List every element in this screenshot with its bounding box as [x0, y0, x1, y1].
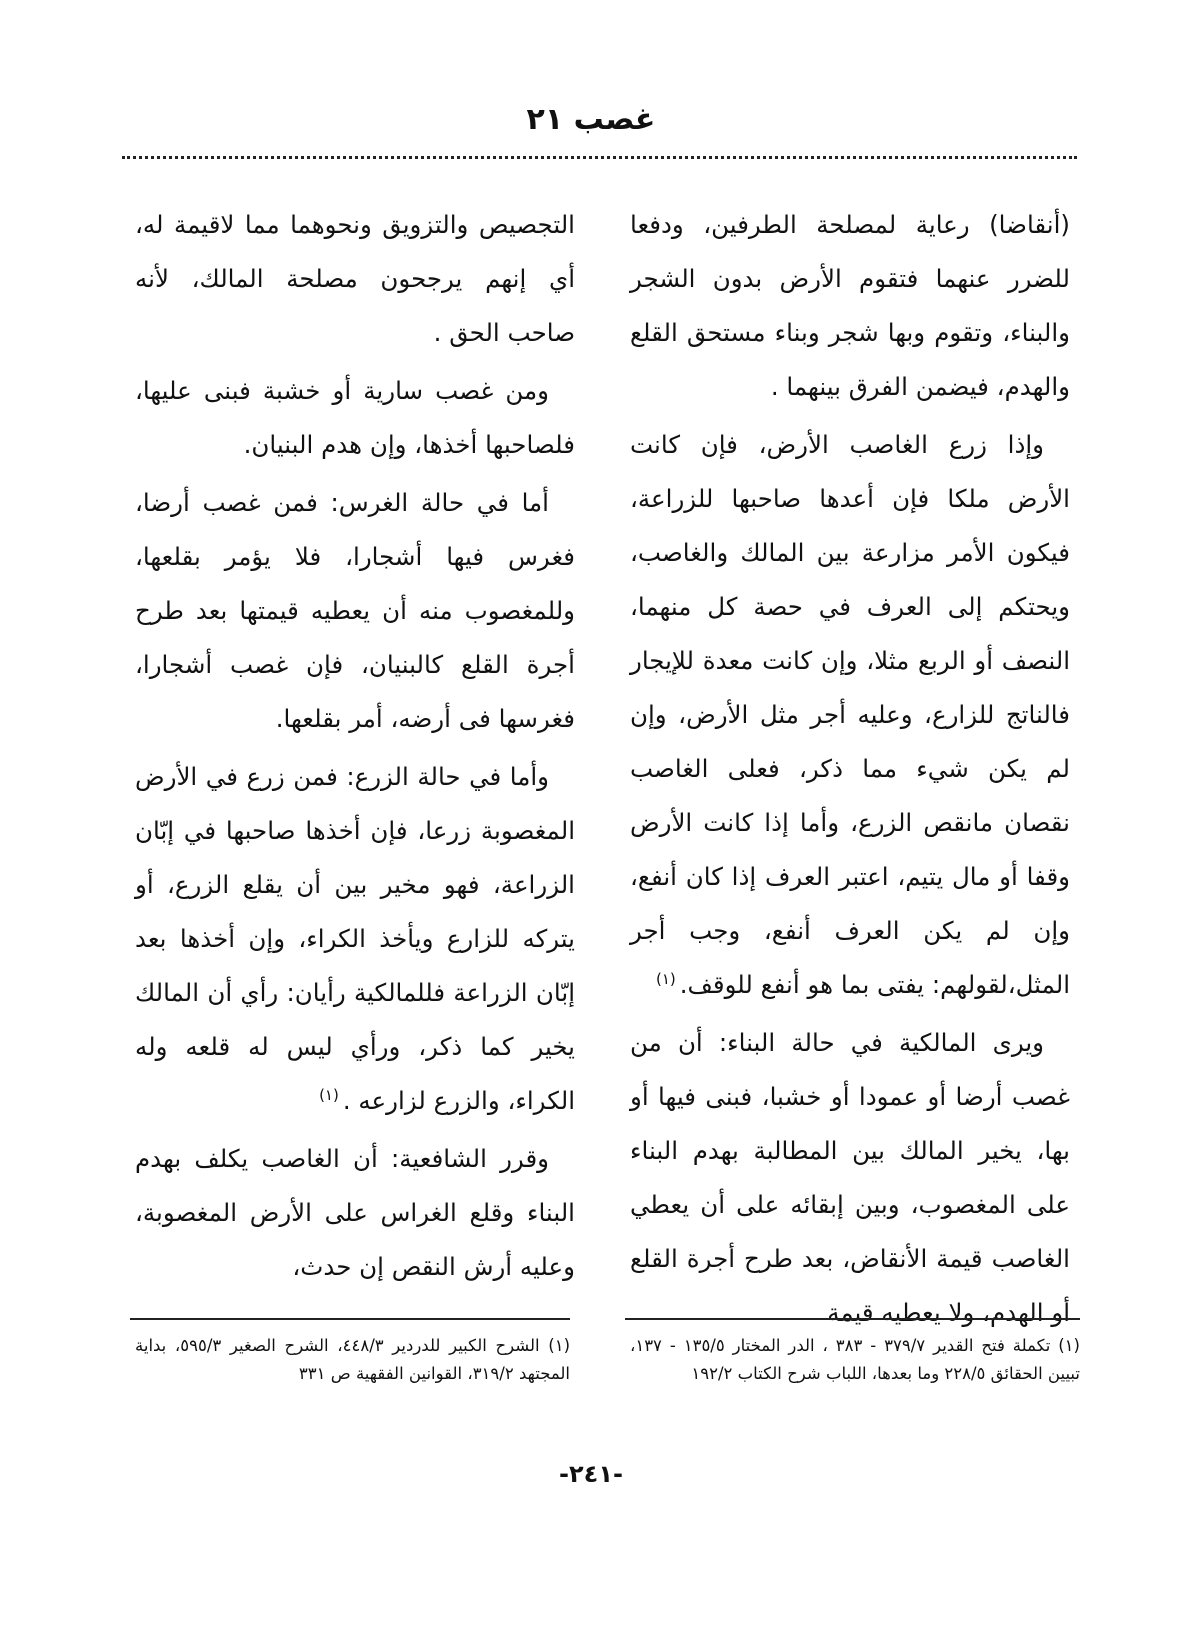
footnote-right: (١) تكملة فتح القدير ٣٧٩/٧ - ٣٨٣ ، الدر المختار ١٣٥/٥ - ١٣٧، تبيين الحقائق ٢٢٨/٥ وما بعدها، اللباب شرح الكتاب ١٩٢/٢: [630, 1336, 1080, 1383]
left-text-column: [135, 198, 575, 1298]
right-text-column: [630, 198, 1070, 1344]
paragraph: ومن غصب سارية أو خشبة فبنى عليها، فلصاحبها أخذها، وإن هدم البنيان.: [135, 376, 575, 459]
paragraph: التجصيص والتزويق ونحوهما مما لاقيمة له، أي إنهم يرجحون مصلحة المالك، لأنه صاحب الحق .: [135, 210, 575, 347]
footnote-left: (١) الشرح الكبير للدردير ٤٤٨/٣، الشرح الصغير ٥٩٥/٣، بداية المجتهد ٣١٩/٢، القوانين الفقهية ص ٣٣١: [135, 1336, 571, 1383]
page-number: -٢٤١-: [559, 1460, 623, 1488]
paragraph-text: وإذا زرع الغاصب الأرض، فإن كانت الأرض ملكا فإن أعدها صاحبها للزراعة، فيكون الأمر مزارعة بين المالك والغاصب، ويحتكم إلى العرف في حصة كل منهما، النصف أو الربع مثلا، وإن كانت معدة للإيجار فالناتج للزارع، وعليه أجر مثل الأرض، وإن لم يكن شيء مما ذكر، فعلى الغاصب نقصان مانقص الزرع، وأما إذا كانت الأرض وقفا أو مال يتيم، اعتبر العرف إذا كان أنفع، وإن لم يكن العرف أنفع، وجب أجر المثل،لقولهم: يفتى بما هو أنفع للوقف.: [630, 430, 1070, 999]
paragraph-with-footnote: [630, 418, 1070, 1012]
footnote-rule-left: [130, 1318, 570, 1320]
paragraph: (أنقاضا) رعاية لمصلحة الطرفين، ودفعا للضرر عنهما فتقوم الأرض بدون الشجر والبناء، وتقوم وبها شجر وبناء مستحق القلع والهدم، فيضمن الفرق بينهما .: [630, 210, 1070, 401]
paragraph-text: وأما في حالة الزرع: فمن زرع في الأرض المغصوبة زرعا، فإن أخذها صاحبها في إبّان الزراعة، فهو مخير بين أن يقلع الزرع، أو يتركه للزارع ويأخذ الكراء، وإن أخذها بعد إبّان الزراعة فللمالكية رأيان: رأي أن المالك يخير كما ذكر، ورأي ليس له قلعه وله الكراء، والزرع لزارعه .: [135, 762, 575, 1115]
footnote-rule-right: [625, 1318, 1080, 1320]
running-header: غصب ٢١: [526, 102, 656, 137]
paragraph: ويرى المالكية في حالة البناء: أن من غصب أرضا أو عمودا أو خشبا، فبنى فيها أو بها، يخير المالك بين المطالبة بهدم البناء على المغصوب، وبين إبقائه على أن يعطي الغاصب قيمة الأنقاض، بعد طرح أجرة القلع أو الهدم، ولا يعطيه قيمة: [630, 1028, 1070, 1327]
paragraph: أما في حالة الغرس: فمن غصب أرضا، فغرس فيها أشجارا، فلا يؤمر بقلعها، وللمغصوب منه أن يعطيه قيمتها بعد طرح أجرة القلع كالبنيان، فإن غصب أشجارا، فغرسها فى أرضه، أمر بقلعها.: [135, 488, 575, 733]
footnote-marker: (١): [655, 969, 676, 988]
header-dotted-rule: [122, 156, 1077, 159]
paragraph: وقرر الشافعية: أن الغاصب يكلف بهدم البناء وقلع الغراس على الأرض المغصوبة، وعليه أرش النقص إن حدث،: [135, 1144, 575, 1281]
paragraph-with-footnote: [135, 750, 575, 1128]
footnote-marker: (١): [319, 1085, 339, 1104]
